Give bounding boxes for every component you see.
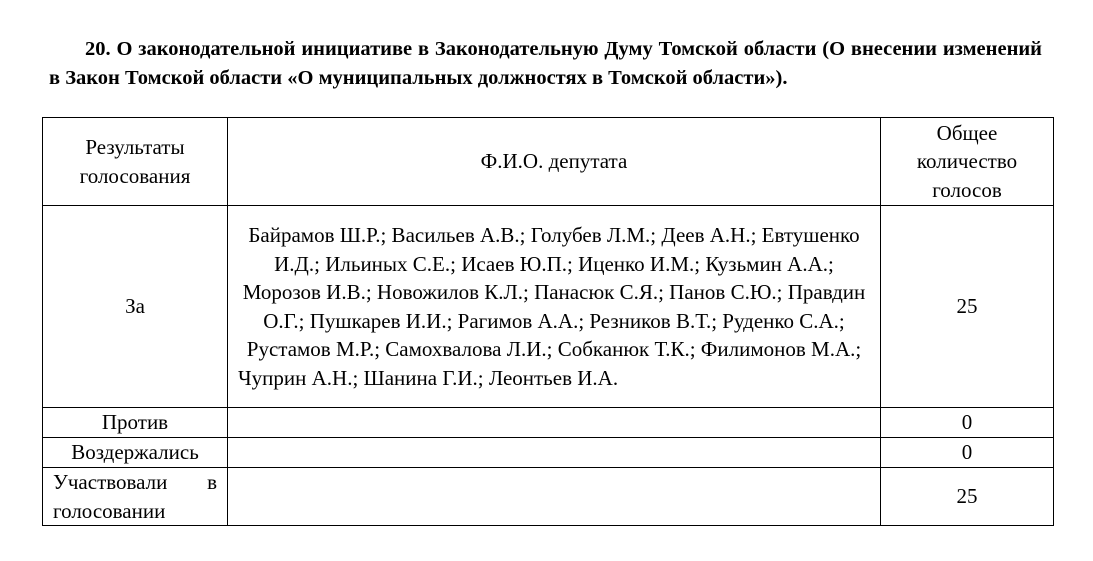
result-label: Воздержались [43,438,228,468]
result-label: За [43,206,228,408]
result-label: Против [43,408,228,438]
deputy-list [228,438,881,468]
table-row-participated [43,468,1054,526]
voting-results-table [42,117,1054,526]
vote-count: 0 [881,438,1054,468]
result-label: Участвовали в голосовании [43,468,228,526]
vote-count: 25 [881,206,1054,408]
table-row-against [43,408,1054,438]
header-deputy-name: Ф.И.О. депутата [228,118,881,206]
header-results: Результаты голосования [43,118,228,206]
agenda-item-heading: 20. О законодательной инициативе в Законодательную Думу Томской области (О внесении изменений в Закон Томской области «О муниципальных должностях в Томской области»). [49,38,1042,89]
deputy-list [228,468,881,526]
table-row-for [43,206,1054,408]
deputy-list: Байрамов Ш.Р.; Васильев А.В.; Голубев Л.М.; Деев А.Н.; Евтушенко И.Д.; Ильиных С.Е.; Исаев Ю.П.; Иценко И.М.; Кузьмин А.А.; Морозов И.В.; Новожилов К.Л.; Панасюк С.Я.; Панов С.Ю.; Правдин О.Г.; Пушкарев И.И.; Рагимов А.А.; Резников В.Т.; Руденко С.А.; Рустамов М.Р.; Самохвалова Л.И.; Собканюк Т.К.; Филимонов М.А.; Чуприн А.Н.; Шанина Г.И.; Леонтьев И.А. [228,206,881,408]
table-row-abstained [43,438,1054,468]
header-total-votes: Общее количество голосов [881,118,1054,206]
vote-count: 0 [881,408,1054,438]
vote-count: 25 [881,468,1054,526]
table-header-row [43,118,1054,206]
deputy-list [228,408,881,438]
